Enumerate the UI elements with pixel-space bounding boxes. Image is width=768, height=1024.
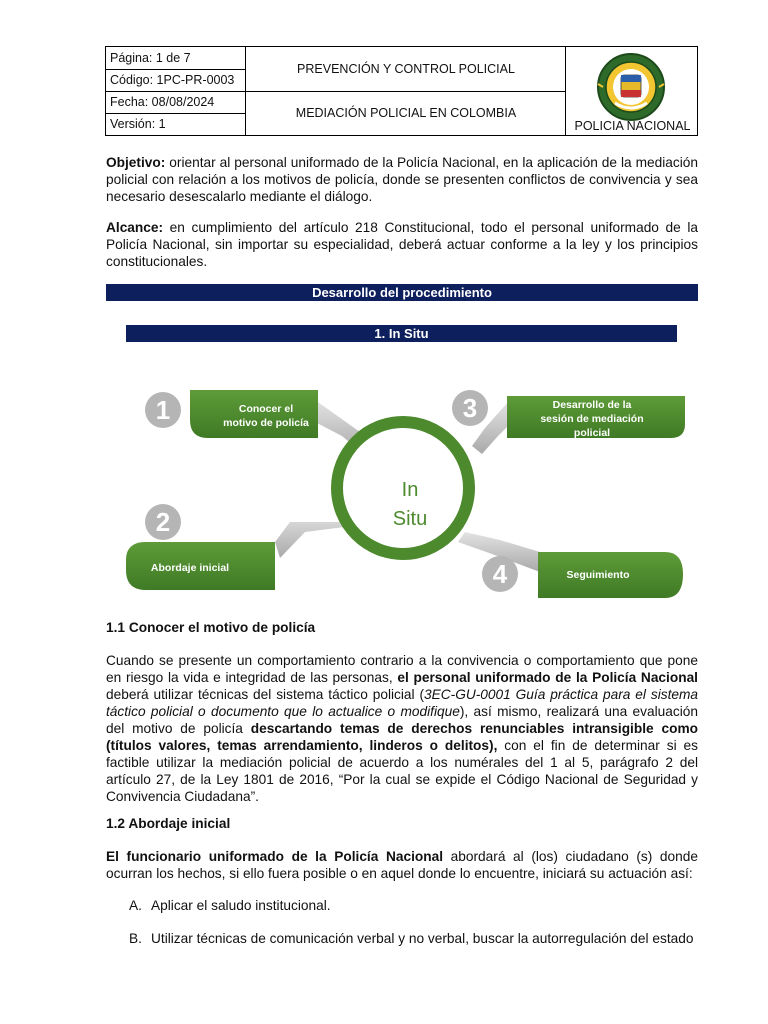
document-code: Código: 1PC-PR-0003 [110,73,235,87]
document-header-table [105,46,698,136]
section-1-2-heading: 1.2 Abordaje inicial [106,816,231,831]
step-number-1 [145,392,181,428]
header-title: MEDIACIÓN POLICIAL EN COLOMBIA [295,106,517,120]
police-emblem-icon [595,51,667,123]
objective-text: orientar al personal uniformado de la Policía Nacional, en la aplicación de la mediación policial con relación a los motivos de policía, donde se presenten conflictos de convivencia y sea necesario desescalarlo mediante el diálogo. [106,155,698,204]
svg-text:Situ: Situ [392,508,428,530]
s11-text-3: ), así mismo, realizará una evaluación del motivo de policía [106,704,699,736]
svg-text:policial: policial [573,427,611,439]
document-date: Fecha: 08/08/2024 [110,95,215,109]
list-item [129,930,699,947]
svg-text:Seguimiento: Seguimiento [566,569,630,581]
step-number-4 [482,556,518,592]
in-situ-process-diagram [120,362,685,607]
list-item [129,897,699,914]
step-2-box [126,542,275,590]
s11-text-1: Cuando se presente un comportamiento contrario a la convivencia o comportamiento que pone en riesgo la vida e integridad de las personas, [106,653,698,685]
s11-bold-2: descartando temas de derechos renunciables intransigible como (títulos valores, temas arrendamiento, linderos o delitos), [106,721,698,753]
page-number: Página: 1 de 7 [110,51,191,65]
step-number-2 [145,504,181,540]
list-marker: B. [129,931,142,946]
svg-text:Desarrollo de la: Desarrollo de la [552,399,632,411]
step-3-box [507,396,685,439]
s12-text-1: abordará al (los) ciudadano (s) donde ocurran los hechos, si ello fuera posible o en aquel donde lo encuentre, iniciará su actuación así: [106,849,698,881]
scope-paragraph [106,219,698,270]
s11-bold-1: el personal uniformado de la Policía Nacional [397,670,698,685]
section-1-2-paragraph [106,848,698,882]
svg-text:4: 4 [492,559,508,589]
section-1-1-heading: 1.1 Conocer el motivo de policía [106,620,316,635]
list-item-text: Aplicar el saludo institucional. [151,898,331,913]
list-marker: A. [129,898,142,913]
objective-paragraph [106,154,698,205]
svg-text:Abordaje inicial: Abordaje inicial [150,562,230,574]
step-number-3 [452,390,488,426]
svg-text:Conocer el: Conocer el [238,403,294,415]
section-1-1-paragraph [106,652,698,805]
svg-text:1: 1 [155,395,171,425]
in-situ-banner: 1. In Situ [126,325,677,342]
procedure-banner: Desarrollo del procedimiento [106,284,698,301]
scope-text: en cumplimiento del artículo 218 Constitucional, todo el personal uniformado de la Policía Nacional, sin importar su especialidad, deberá actuar conforme a la ley y los principios constitucionales. [106,220,698,269]
in-situ-center-circle [337,422,469,554]
s11-text-2: deberá utilizar técnicas del sistema táctico policial ( [106,687,425,702]
header-section: PREVENCIÓN Y CONTROL POLICIAL [297,62,515,76]
svg-text:In: In [401,479,419,501]
step-1-box [190,390,318,438]
svg-text:motivo de policía: motivo de policía [223,417,309,429]
s12-bold-1: El funcionario uniformado de la Policía Nacional [106,849,444,864]
document-version: Versión: 1 [110,117,166,131]
svg-text:2: 2 [155,507,171,537]
scope-label: Alcance: [106,220,164,235]
svg-text:3: 3 [462,393,478,423]
institution-name: POLICIA NACIONAL [574,119,691,133]
s11-italic-ref: 3EC-GU-0001 Guía práctica para el sistema táctico policial o documento que lo actualice o modifique [106,687,699,719]
objective-label: Objetivo: [106,155,166,170]
svg-text:sesión de mediación: sesión de mediación [540,413,644,425]
s11-text-4: con el fin de determinar si es factible utilizar la mediación policial de acuerdo a los numérales del 1 al 5, parágrafo 2 del artículo 27, de la Ley 1801 de 2016, “Por la cual se expide el Código Nacional de Seguridad y Convivencia Ciudadana”. [106,738,698,804]
step-4-box [538,552,683,598]
list-item-text: Utilizar técnicas de comunicación verbal y no verbal, buscar la autorregulación del estado [151,931,694,946]
